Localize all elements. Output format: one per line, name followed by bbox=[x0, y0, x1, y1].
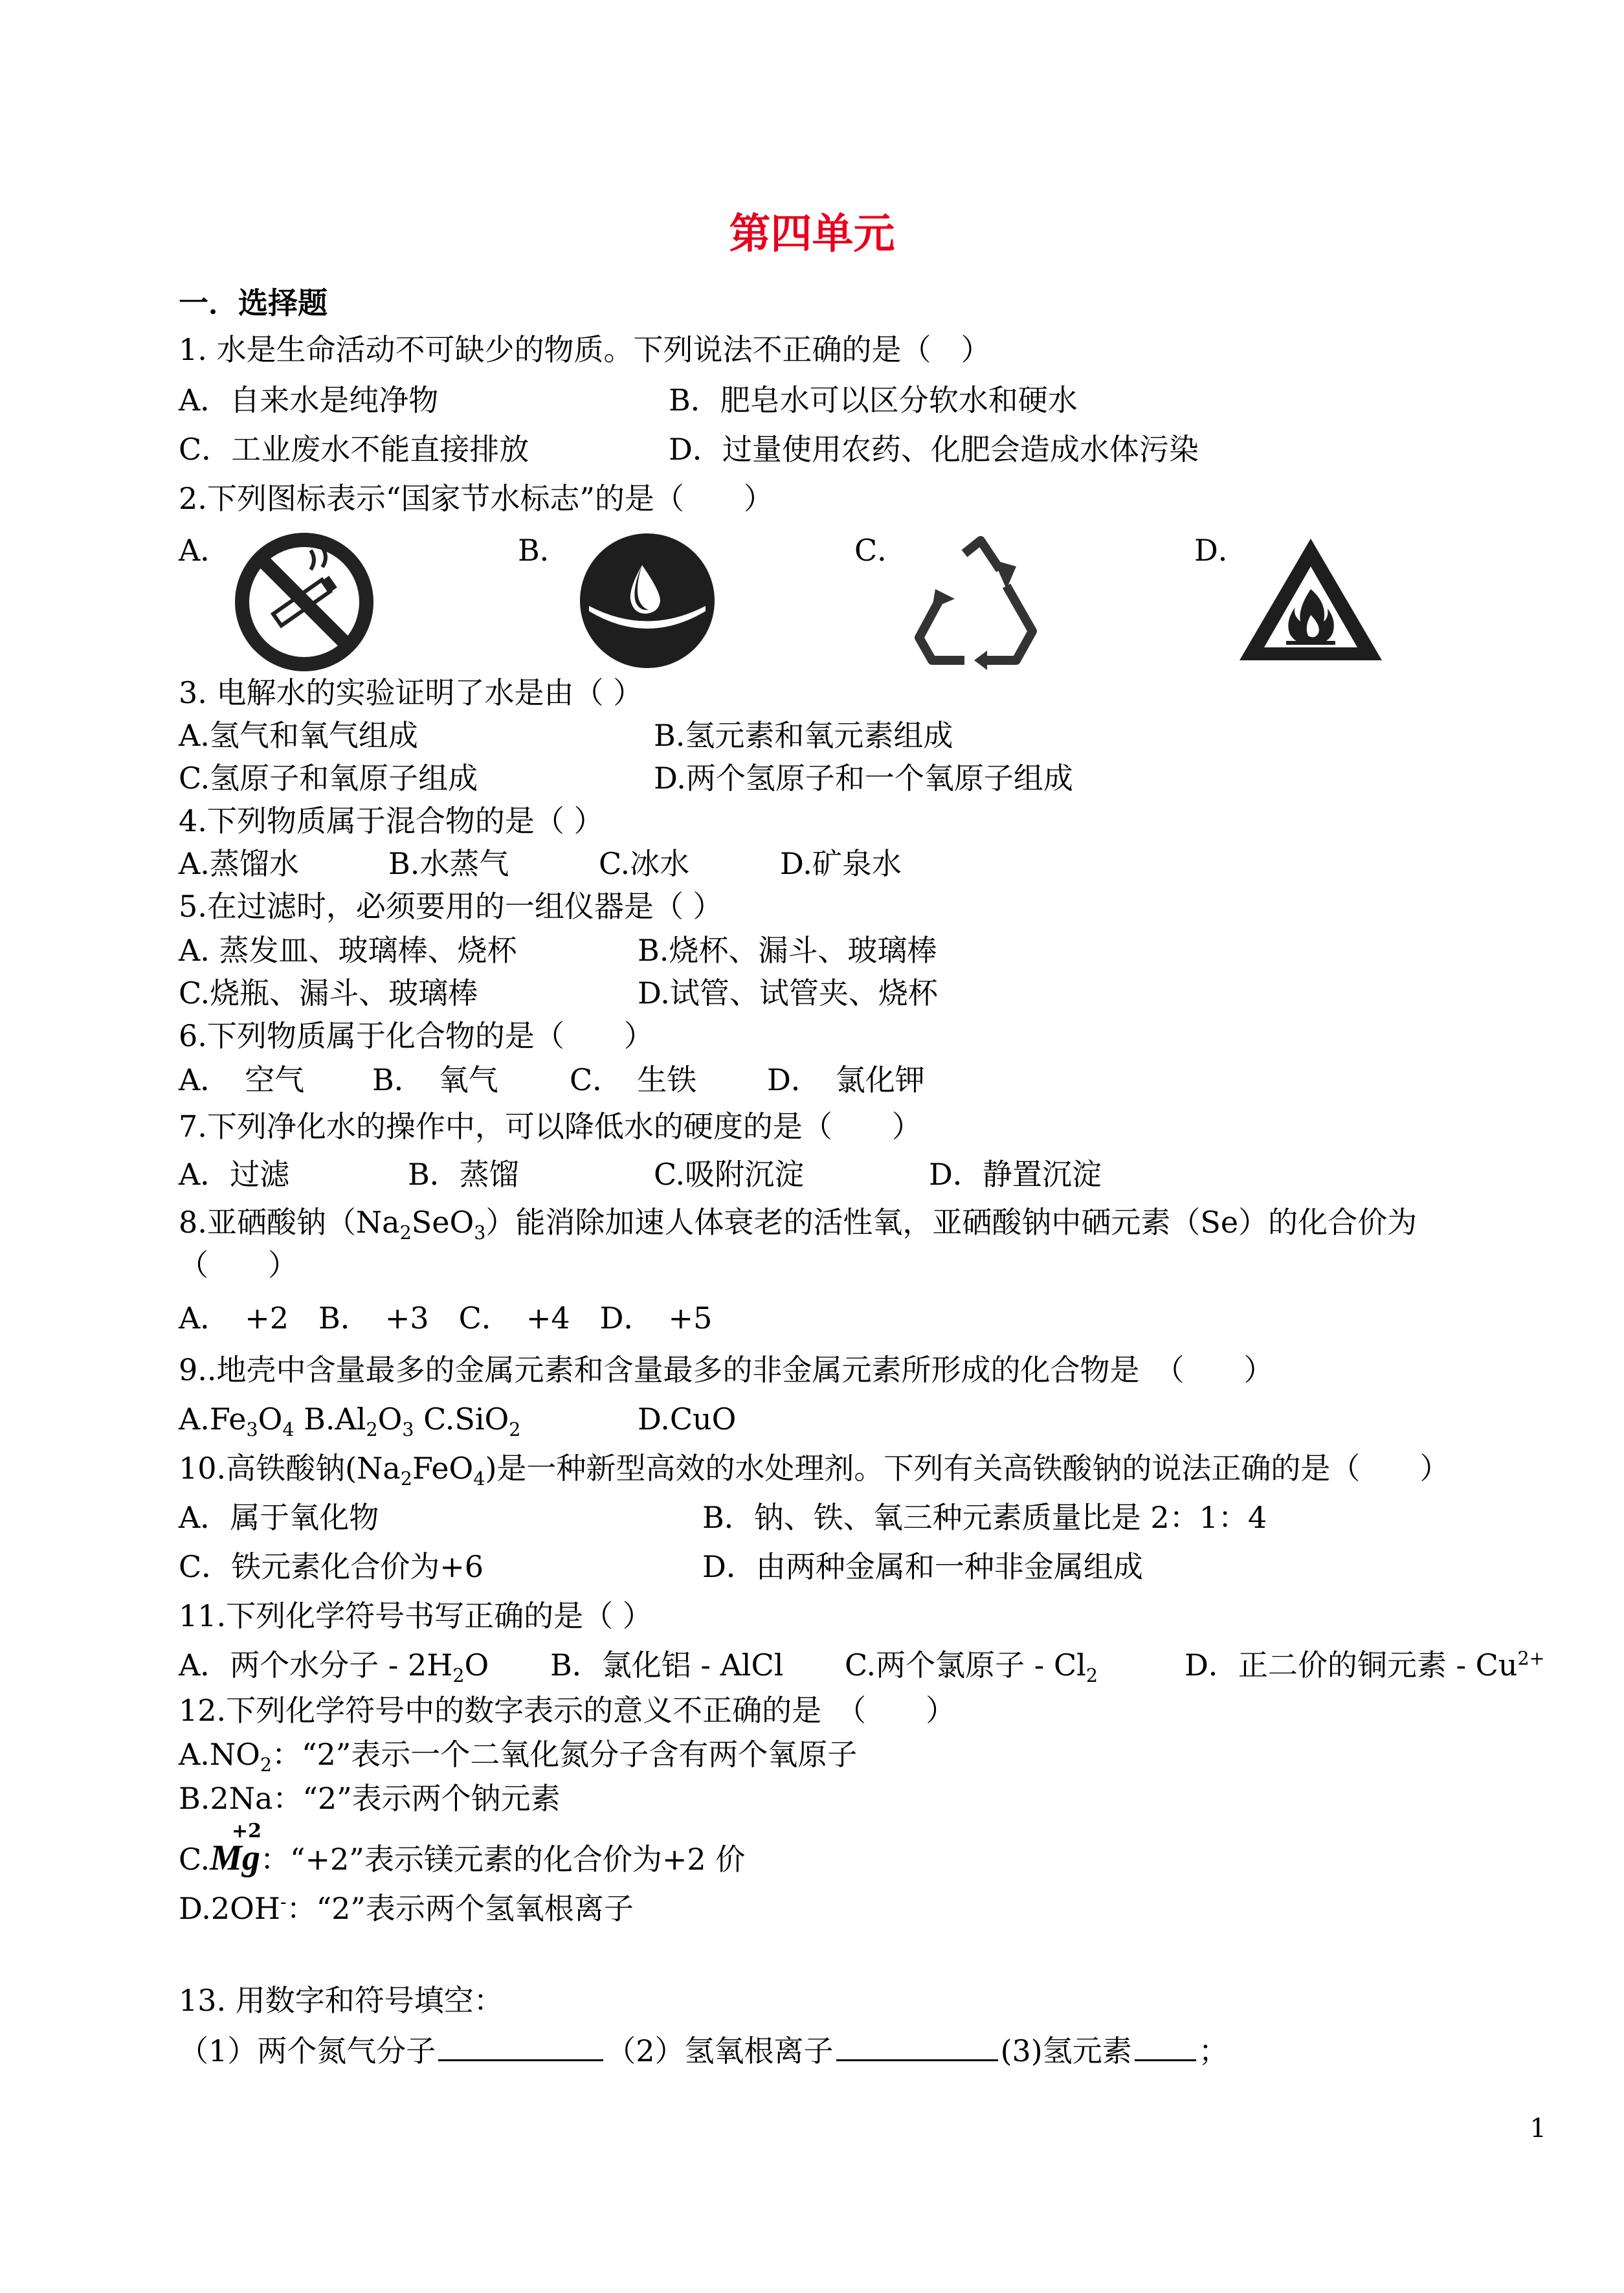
q2-option-b: B． bbox=[518, 533, 570, 568]
q9-options bbox=[179, 1400, 521, 1441]
section-heading-choice: 一．选择题 bbox=[179, 285, 328, 320]
q11-option-a: A．两个水分子 - $2H_2O$ bbox=[179, 1648, 489, 1687]
question-11: 11.下列化学符号书写正确的是（ ） bbox=[179, 1598, 652, 1633]
q6-option-d: D． 氯化钾 bbox=[767, 1062, 925, 1097]
question-3: 3. 电解水的实验证明了水是由（ ） bbox=[179, 675, 643, 710]
q6-option-c: C． 生铁 bbox=[570, 1062, 697, 1097]
q1-option-b: B．肥皂水可以区分软水和硬水 bbox=[669, 383, 1078, 418]
q2-option-d: D． bbox=[1194, 533, 1248, 568]
page-title: 第四单元 bbox=[729, 210, 895, 258]
page-number: 1 bbox=[1529, 2114, 1546, 2143]
q10-option-b: B．钠、铁、氧三种元素质量比是 2：1：4 bbox=[702, 1500, 1267, 1535]
question-13-blanks: （1）两个氮气分子 （2）氢氧根离子 (3)氢元素 ； bbox=[179, 2033, 1229, 2068]
recycling-icon bbox=[903, 528, 1058, 677]
question-1: 1. 水是生命活动不可缺少的物质。下列说法不正确的是（ ） bbox=[179, 332, 991, 367]
question-12: 12.下列化学符号中的数字表示的意义不正确的是 （ ） bbox=[179, 1693, 956, 1728]
water-saving-icon bbox=[576, 530, 718, 672]
q7-option-b: B．蒸馏 bbox=[408, 1157, 519, 1192]
question-5: 5.在过滤时，必须要用的一组仪器是（ ） bbox=[179, 889, 723, 924]
q2-option-c: C． bbox=[854, 533, 907, 568]
answer-blank[interactable] bbox=[1135, 2032, 1196, 2061]
q8-options: A． +2 B． +3 C． +4 D． +5 bbox=[179, 1301, 713, 1336]
answer-blank[interactable] bbox=[438, 2032, 603, 2061]
q10-option-d: D．由两种金属和一种非金属组成 bbox=[702, 1549, 1143, 1584]
q7-option-a: A．过滤 bbox=[179, 1157, 290, 1192]
q5-option-b: B.烧杯、漏斗、玻璃棒 bbox=[638, 933, 937, 968]
q9-option-a: $A.Fe_3O_4$ bbox=[179, 1402, 295, 1441]
question-6: 6.下列物质属于化合物的是（ ） bbox=[179, 1018, 654, 1053]
q12-option-a: $A.NO_2$：“2”表示一个二氧化氮分子含有两个氧原子 bbox=[179, 1737, 858, 1776]
question-10: 10.高铁酸钠$(Na_2FeO_4)$是一种新型高效的水处理剂。下列有关高铁酸钠的说法正确的是（ ） bbox=[179, 1451, 1450, 1490]
q9-option-c: C.SiO$_2$ bbox=[423, 1402, 521, 1441]
question-4: 4.下列物质属于混合物的是（ ） bbox=[179, 803, 604, 838]
q10-option-a: A．属于氧化物 bbox=[179, 1500, 379, 1535]
q11-option-c: C.两个氯原子 - $Cl_2$ bbox=[845, 1648, 1098, 1687]
q5-option-c: C.烧瓶、漏斗、玻璃棒 bbox=[179, 976, 478, 1011]
q11-option-d: D．正二价的铜元素 - $Cu^{2+}$ bbox=[1185, 1648, 1545, 1683]
question-2: 2.下列图标表示“国家节水标志”的是（ ） bbox=[179, 481, 773, 516]
q4-option-a: A.蒸馏水 bbox=[179, 846, 299, 881]
question-13: 13. 用数字和符号填空： bbox=[179, 1983, 504, 2018]
q5-option-d: D.试管、试管夹、烧杯 bbox=[638, 976, 938, 1011]
question-8: 8.亚硒酸钠$(Na_2SeO_3)$能消除加速人体衰老的活性氧，亚硒酸钠中硒元素（Se）的化合价为 bbox=[179, 1205, 1418, 1244]
q12-option-d: D.2OH-：“2”表示两个氢氧根离子 bbox=[179, 1891, 634, 1926]
question-8-answer-paren: （ ） bbox=[179, 1247, 298, 1282]
q4-option-c: C.冰水 bbox=[599, 846, 690, 881]
q6-option-a: A． 空气 bbox=[179, 1062, 305, 1097]
q9-option-d: D.CuO bbox=[638, 1402, 737, 1437]
q2-option-a: A． bbox=[179, 533, 230, 568]
q5-option-a: A. 蒸发皿、玻璃棒、烧杯 bbox=[179, 933, 517, 968]
question-9: 9..地壳中含量最多的金属元素和含量最多的非金属元素所形成的化合物是 （ ） bbox=[179, 1352, 1274, 1387]
q1-option-a: A．自来水是纯净物 bbox=[179, 383, 439, 418]
q3-option-c: C.氢原子和氧原子组成 bbox=[179, 761, 478, 796]
q7-option-d: D．静置沉淀 bbox=[929, 1157, 1102, 1192]
question-7: 7.下列净化水的操作中，可以降低水的硬度的是（ ） bbox=[179, 1109, 922, 1144]
q4-option-d: D.矿泉水 bbox=[780, 846, 902, 881]
q1-option-c: C．工业废水不能直接排放 bbox=[179, 432, 529, 467]
q9-option-b: $B.Al_2O_3$ bbox=[304, 1402, 414, 1441]
q3-option-a: A.氢气和氧气组成 bbox=[179, 718, 418, 753]
no-smoking-icon bbox=[233, 531, 375, 673]
q1-option-d: D．过量使用农药、化肥会造成水体污染 bbox=[669, 432, 1199, 467]
answer-blank[interactable] bbox=[836, 2032, 998, 2061]
q11-option-b: B．氯化铝 - AlCl bbox=[550, 1648, 784, 1683]
q6-option-b: B． 氧气 bbox=[372, 1062, 498, 1097]
q7-option-c: C.吸附沉淀 bbox=[654, 1157, 805, 1192]
q12-option-b: B.2Na：“2”表示两个钠元素 bbox=[179, 1781, 561, 1816]
q12-option-c: C.Mg：“+2”表示镁元素的化合价为+2 价 bbox=[179, 1838, 746, 1878]
q3-option-b: B.氢元素和氧元素组成 bbox=[654, 718, 953, 753]
q10-option-c: C．铁元素化合价为+6 bbox=[179, 1549, 484, 1584]
q3-option-d: D.两个氢原子和一个氧原子组成 bbox=[654, 761, 1073, 796]
q4-option-b: B.水蒸气 bbox=[388, 846, 509, 881]
q12-valence-mark: +2 bbox=[232, 1820, 262, 1842]
flammable-warning-icon bbox=[1233, 531, 1388, 673]
